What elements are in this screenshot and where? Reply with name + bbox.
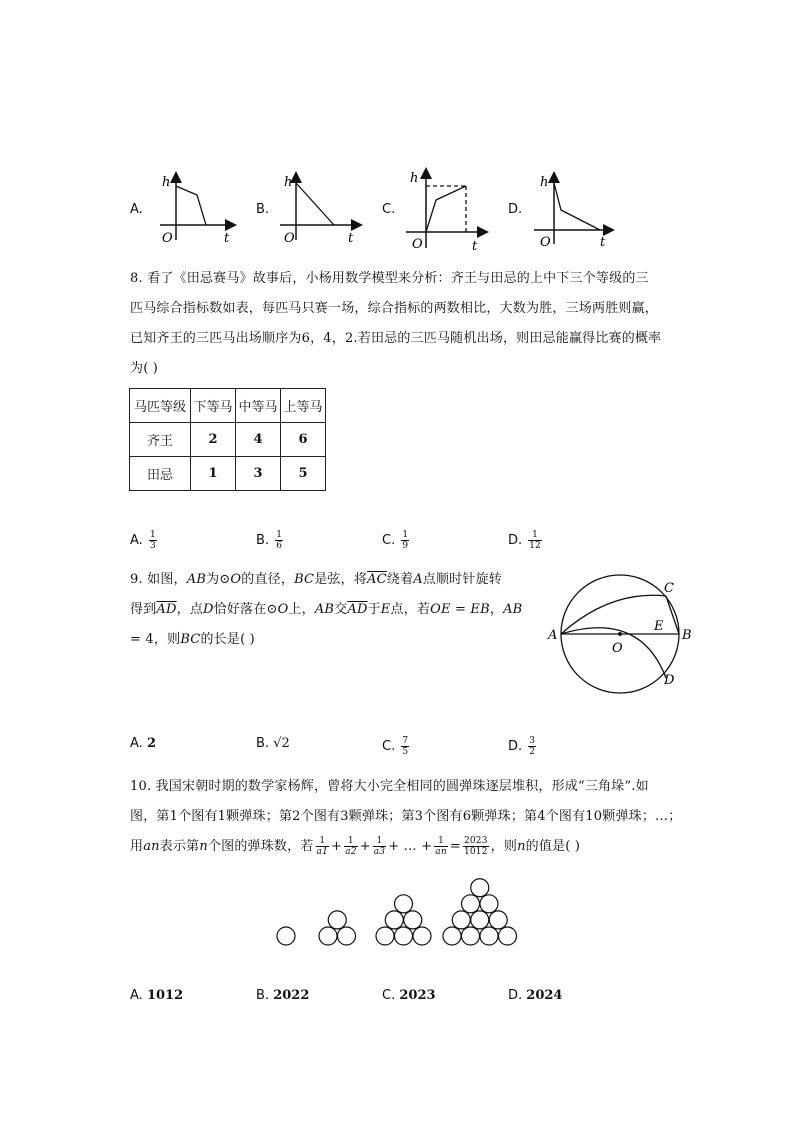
q9-line-3: = 4，则BC的长是( ) [130, 632, 255, 647]
q7d-axis-h: h [540, 175, 549, 190]
marble [471, 879, 489, 897]
q7a-axis-h: h [162, 175, 171, 190]
marble [480, 927, 498, 945]
fraction: $\frac{1}{6}$ [276, 530, 282, 551]
q10-option-c[interactable]: C. 2023 [382, 988, 436, 1003]
marble [328, 911, 346, 929]
fraction: $\frac{1}{a2}$ [345, 836, 357, 857]
q7-graph-b [276, 168, 366, 250]
marble [462, 927, 480, 945]
marble [489, 911, 507, 929]
q8-text [130, 264, 670, 384]
marble [452, 911, 470, 929]
marble [319, 927, 337, 945]
table-cell: 6 [281, 423, 326, 457]
table-cell: 4 [236, 423, 281, 457]
q9-option-b[interactable]: B. √2 [256, 736, 290, 751]
q7c-origin: O [412, 237, 423, 252]
q10-line-1: 10. 我国宋朝时期的数学家杨辉，曾将大小完全相同的圆弹珠逐层堆积，形成“三角垛”.如 [130, 779, 649, 794]
table-cell: 田忌 [130, 457, 191, 491]
table-row [130, 457, 326, 491]
q9-line-1: 9. 如图，AB为⊙O的直径，BC是弦，将$\overline{AC}$绕着A点顺时针旋转 [130, 572, 502, 587]
q8-option-c[interactable]: C. $\frac{1}{9}$ [382, 530, 409, 551]
q9-text [130, 565, 550, 655]
q10-option-a[interactable]: A. 1012 [130, 988, 184, 1003]
q7-graphs [0, 160, 794, 255]
table-cell: 3 [236, 457, 281, 491]
fraction: $\frac{7}{5}$ [402, 736, 409, 757]
q9-options [130, 736, 580, 766]
q7-option-c-label[interactable]: C. [382, 202, 396, 217]
q7-option-b-label[interactable]: B. [256, 202, 270, 217]
q10-option-b[interactable]: B. 2022 [256, 988, 310, 1003]
fraction: $\frac{1}{a1}$ [316, 836, 329, 857]
table-header-cell: 上等马 [281, 389, 326, 423]
table-header-cell: 中等马 [236, 389, 281, 423]
label-c: C [664, 581, 674, 596]
marble [499, 927, 517, 945]
q10-text [130, 772, 690, 862]
fraction: $\frac{2023}{1012}$ [463, 836, 488, 857]
q8-options [130, 530, 580, 560]
table-header-row [130, 389, 326, 423]
marble [404, 911, 422, 929]
table-cell: 5 [281, 457, 326, 491]
q7a-axis-t: t [224, 231, 230, 246]
label-d: D [664, 673, 675, 688]
q7-graph-a [150, 168, 240, 250]
q7d-origin: O [540, 235, 551, 250]
q10-line-2: 图，第1个图有1颗弹珠；第2个图有3颗弹珠；第3个图有6颗弹珠；第4个图有10颗弹珠；…； [130, 809, 682, 824]
q7-option-a-label[interactable]: A. [130, 202, 143, 217]
label-a: A [548, 628, 558, 643]
marble [385, 911, 403, 929]
q7b-origin: O [284, 231, 295, 246]
q9-option-c[interactable]: C. $\frac{7}{5}$ [382, 736, 409, 757]
q9-line-2: 得到$\overline{AD}$，点D恰好落在⊙O上，AB交$\overline{AD}$于E点，若OE = EB，AB [130, 602, 523, 617]
q9-option-a[interactable]: A. 2 [130, 736, 156, 751]
q8-line-4: 为( ) [130, 361, 159, 376]
label-b: B [682, 628, 692, 643]
q9-circle-figure [540, 570, 700, 700]
table-cell: 2 [191, 423, 236, 457]
table-cell: 1 [191, 457, 236, 491]
marble [471, 911, 489, 929]
marble [338, 927, 356, 945]
marble [395, 895, 413, 913]
q8-option-a[interactable]: A. $\frac{1}{3}$ [130, 530, 156, 551]
fraction: $\frac{3}{2}$ [529, 736, 536, 757]
table-header-cell: 下等马 [191, 389, 236, 423]
q7-graph-d [528, 168, 618, 250]
marble [413, 927, 431, 945]
marble [462, 895, 480, 913]
q10-options [130, 988, 580, 1012]
table-header-cell: 马匹等级 [130, 389, 191, 423]
q8-option-b[interactable]: B. $\frac{1}{6}$ [256, 530, 282, 551]
label-o: O [612, 641, 623, 656]
q10-option-d[interactable]: D. 2024 [508, 988, 563, 1003]
q9-option-d[interactable]: D. $\frac{3}{2}$ [508, 736, 536, 757]
fraction: $\frac{1}{an}$ [435, 836, 447, 857]
fraction: $\frac{1}{9}$ [402, 530, 409, 551]
q8-line-3: 已知齐王的三匹马出场顺序为6，4，2.若田忌的三匹马随机出场，则田忌能赢得比赛的概率 [130, 331, 662, 346]
q8-option-d[interactable]: D. $\frac{1}{12}$ [508, 530, 541, 551]
fraction: $\frac{1}{3}$ [149, 530, 156, 551]
table-row [130, 423, 326, 457]
q8-line-1: 8. 看了《田忌赛马》故事后，小杨用数学模型来分析：齐王与田忌的上中下三个等级的三 [130, 271, 649, 286]
fraction: $\frac{1}{a3}$ [373, 836, 386, 857]
q7a-origin: O [162, 231, 173, 246]
marble [443, 927, 461, 945]
q7d-axis-t: t [600, 235, 606, 250]
marble [376, 927, 394, 945]
q7b-axis-t: t [348, 231, 354, 246]
q10-marble-figures [270, 870, 530, 950]
q7c-axis-h: h [410, 171, 419, 186]
q7-option-d-label[interactable]: D. [508, 202, 523, 217]
q10-line-3: 用an表示第n个图的弹珠数，若 $\frac{1}{a1}$ + $\frac{1}{a2}$ + $\frac{1}{a3}$ + … + $\frac{1}{an}$ = $\frac{2023}{1012}$ ，则n的值是( ) [130, 836, 581, 857]
label-e: E [654, 619, 664, 634]
q8-table [129, 388, 326, 491]
marble [277, 927, 295, 945]
q7b-axis-h: h [284, 175, 293, 190]
q7c-axis-t: t [472, 239, 478, 254]
marble [480, 895, 498, 913]
table-cell: 齐王 [130, 423, 191, 457]
fraction: $\frac{1}{12}$ [529, 530, 541, 551]
marble [395, 927, 413, 945]
q8-line-2: 匹马综合指标数如表，每匹马只赛一场，综合指标的两数相比，大数为胜，三场两胜则赢， [130, 301, 659, 316]
q7-graph-c [402, 164, 494, 254]
